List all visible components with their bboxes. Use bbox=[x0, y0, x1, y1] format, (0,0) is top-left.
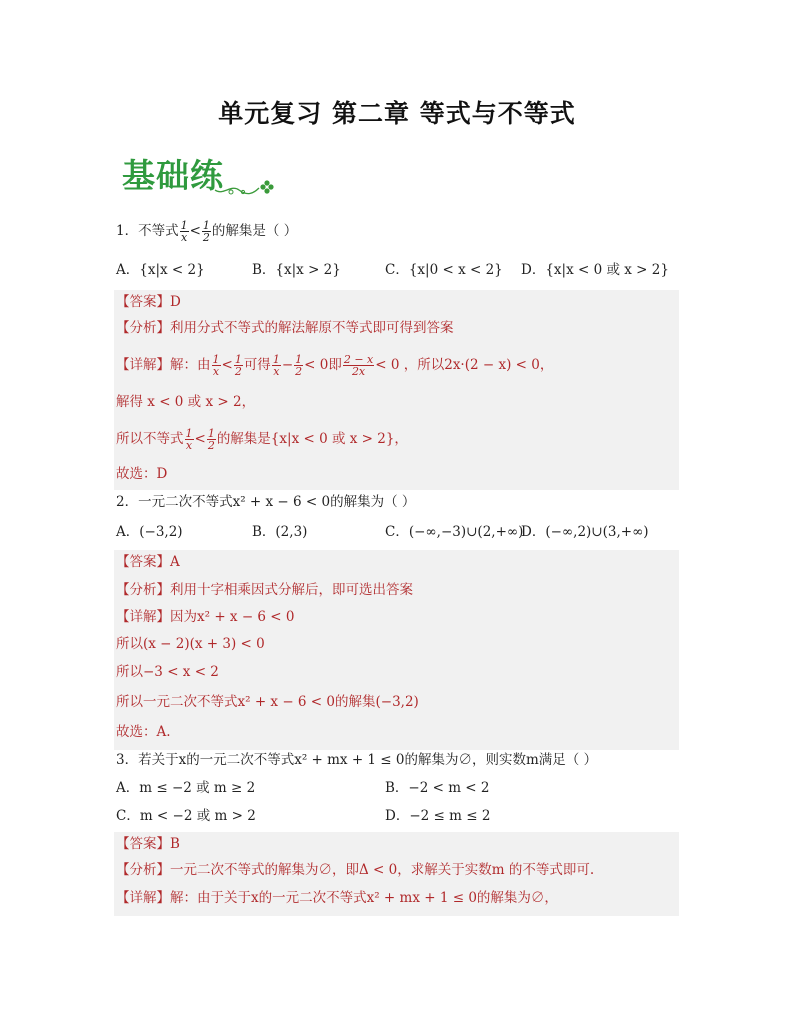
q2-line2: 所以−3 < x < 2 bbox=[116, 664, 219, 680]
q2-answer: 【答案】A bbox=[116, 554, 180, 570]
q1-detail: 【详解】解：由 $\frac{1}{x}$ < $\frac{1}{2}$ 可得 $\frac{1}{x}$ − $\frac{1}{2}$ < 0即 $\frac{2 - x}{2x}$ < 0 ，所以2x·(2 − x) < 0， bbox=[116, 353, 554, 378]
section-badge bbox=[118, 150, 278, 200]
q2-option-c: C．(−∞,−3)∪(2,+∞) bbox=[385, 524, 524, 540]
q1-analysis: 【分析】利用分式不等式的解法解原不等式即可得到答案 bbox=[116, 320, 454, 336]
q1-option-c: C．{x|0 < x < 2} bbox=[385, 262, 503, 278]
q1-option-b: B．{x|x > 2} bbox=[252, 262, 341, 278]
q1-conclusion: 所以不等式 $\frac{1}{x}$ < $\frac{1}{2}$ 的解集是{x|x < 0 或 x > 2}， bbox=[116, 427, 408, 452]
q2-line3: 所以一元二次不等式x² + x − 6 < 0的解集(−3,2) bbox=[116, 694, 419, 710]
q2-option-d: D．(−∞,2)∪(3,+∞) bbox=[521, 524, 649, 540]
page-title: 单元复习 第二章 等式与不等式 bbox=[218, 99, 576, 128]
q2-line1: 所以(x − 2)(x + 3) < 0 bbox=[116, 636, 265, 652]
q2-option-a: A．(−3,2) bbox=[116, 524, 183, 540]
q2-option-b: B．(2,3) bbox=[252, 524, 308, 540]
q3-stem: 3．若关于x的一元二次不等式x² + mx + 1 ≤ 0的解集为∅，则实数m满足（ ） bbox=[116, 752, 598, 768]
q3-option-a: A．m ≤ −2 或 m ≥ 2 bbox=[116, 780, 256, 796]
q1-option-d: D．{x|x < 0 或 x > 2} bbox=[521, 262, 669, 278]
vine-decoration-icon bbox=[213, 176, 277, 198]
q1-stem: 1．不等式 $\frac{1}{x}$ < $\frac{1}{2}$ 的解集是（ ） bbox=[116, 219, 298, 244]
q1-option-a: A．{x|x < 2} bbox=[116, 262, 205, 278]
q1-choose: 故选：D bbox=[116, 466, 168, 482]
q2-stem: 2．一元二次不等式x² + x − 6 < 0的解集为（ ） bbox=[116, 494, 416, 510]
q3-option-d: D．−2 ≤ m ≤ 2 bbox=[385, 808, 491, 824]
q3-option-b: B．−2 < m < 2 bbox=[385, 780, 490, 796]
q2-analysis: 【分析】利用十字相乘因式分解后，即可选出答案 bbox=[116, 582, 413, 598]
q2-detail: 【详解】因为x² + x − 6 < 0 bbox=[116, 609, 295, 625]
badge-text: 基础练 bbox=[122, 156, 224, 195]
q2-choose: 故选：A. bbox=[116, 724, 171, 740]
q3-analysis: 【分析】一元二次不等式的解集为∅，即Δ < 0，求解关于实数m 的不等式即可. bbox=[116, 862, 595, 878]
q3-answer: 【答案】B bbox=[116, 836, 180, 852]
q3-option-c: C．m < −2 或 m > 2 bbox=[116, 808, 256, 824]
q3-detail: 【详解】解：由于关于x的一元二次不等式x² + mx + 1 ≤ 0的解集为∅， bbox=[116, 890, 558, 906]
q1-solve: 解得 x < 0 或 x > 2， bbox=[116, 394, 256, 410]
q1-answer: 【答案】D bbox=[116, 294, 181, 310]
